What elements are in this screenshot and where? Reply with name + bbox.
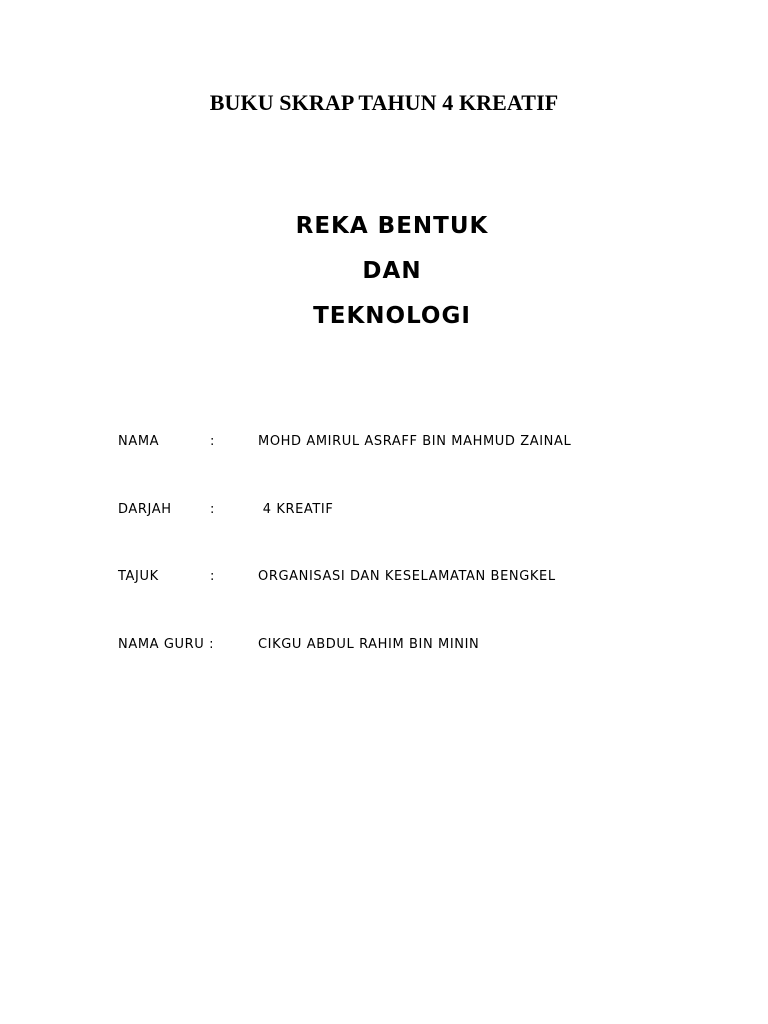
info-value: ORGANISASI DAN KESELAMATAN BENGKEL — [258, 569, 556, 584]
info-colon: : — [210, 434, 215, 449]
student-info — [118, 434, 678, 704]
info-label: TAJUK — [118, 569, 159, 584]
info-value: CIKGU ABDUL RAHIM BIN MININ — [258, 636, 480, 652]
info-row-nama-guru — [118, 637, 678, 705]
info-value: MOHD AMIRUL ASRAFF BIN MAHMUD ZAINAL — [258, 434, 572, 449]
document-title: BUKU SKRAP TAHUN 4 KREATIF — [209, 90, 559, 115]
subject-title — [0, 208, 768, 343]
info-row-tajuk — [118, 569, 678, 637]
info-label: NAMA — [118, 434, 160, 449]
info-label: DARJAH — [118, 501, 172, 517]
info-colon: : — [210, 501, 215, 517]
info-colon: : — [210, 569, 215, 584]
info-row-darjah — [118, 502, 678, 570]
subject-title-line: TEKNOLOGI — [313, 303, 471, 329]
info-value: 4 KREATIF — [258, 501, 334, 517]
info-label: NAMA GURU : — [118, 636, 215, 652]
subject-title-line: REKA BENTUK — [295, 213, 489, 239]
subject-title-line: DAN — [362, 258, 422, 284]
info-row-nama — [118, 434, 678, 502]
